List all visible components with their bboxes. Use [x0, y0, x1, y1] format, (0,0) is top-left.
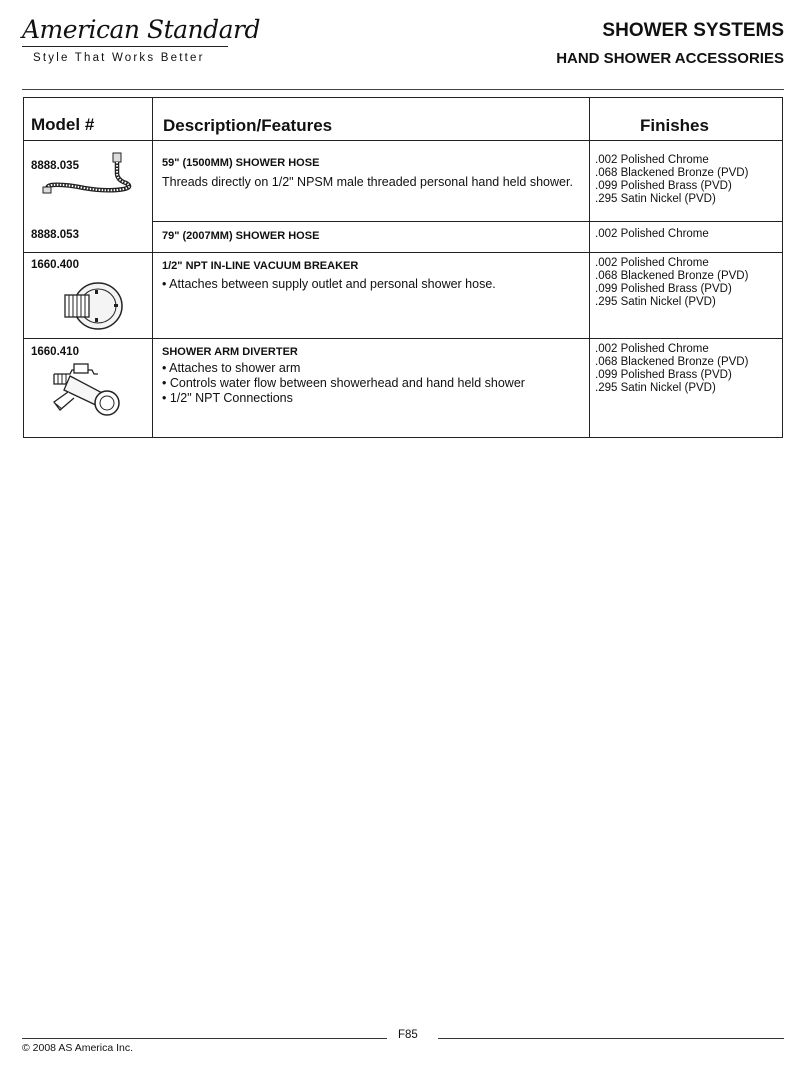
finish-item: .002 Polished Chrome	[595, 343, 709, 355]
finish-item: .002 Polished Chrome	[595, 257, 709, 269]
model-number: 8888.035	[31, 160, 79, 172]
product-name: 59" (1500MM) SHOWER HOSE	[162, 157, 320, 169]
product-table	[23, 97, 783, 438]
column-header-model: Model #	[31, 115, 95, 134]
product-feature: • Controls water flow between showerhead and hand held shower	[162, 376, 525, 390]
finishes-list	[595, 228, 709, 241]
column-header-finishes: Finishes	[640, 116, 709, 135]
product-feature: Threads directly on 1/2" NPSM male threaded personal hand held shower.	[162, 175, 573, 189]
page-title: SHOWER SYSTEMS	[602, 20, 784, 41]
finish-item: .068 Blackened Bronze (PVD)	[595, 356, 749, 368]
footer-rule	[22, 1038, 387, 1039]
header-row-divider	[24, 140, 782, 141]
finish-item: .099 Polished Brass (PVD)	[595, 369, 732, 381]
product-name: SHOWER ARM DIVERTER	[162, 346, 298, 358]
finishes-list	[595, 257, 748, 309]
finishes-list	[595, 343, 748, 395]
finish-item: .068 Blackened Bronze (PVD)	[595, 167, 749, 179]
logo-rule	[22, 46, 228, 47]
row-divider	[24, 338, 782, 339]
product-feature: • 1/2" NPT Connections	[162, 391, 293, 405]
finish-item: .295 Satin Nickel (PVD)	[595, 382, 716, 394]
product-feature: • Attaches between supply outlet and personal shower hose.	[162, 277, 496, 291]
product-name: 1/2" NPT IN-LINE VACUUM BREAKER	[162, 260, 359, 272]
vacuum-breaker-icon	[56, 278, 128, 336]
brand-logo	[22, 15, 260, 64]
page-number: F85	[398, 1029, 418, 1041]
copyright: © 2008 AS America Inc.	[22, 1042, 134, 1054]
product-name: 79" (2007MM) SHOWER HOSE	[162, 230, 320, 242]
product-features	[162, 361, 525, 406]
finish-item: .099 Polished Brass (PVD)	[595, 180, 732, 192]
column-header-description: Description/Features	[163, 116, 333, 135]
row-divider	[24, 252, 782, 253]
brand-name: American Standard	[22, 15, 260, 44]
row-divider	[152, 221, 782, 222]
footer-rule	[438, 1038, 784, 1039]
column-divider	[152, 98, 153, 437]
finishes-list	[595, 154, 748, 206]
brand-tagline: Style That Works Better	[33, 52, 205, 64]
header-divider	[22, 89, 784, 90]
finish-item: .068 Blackened Bronze (PVD)	[595, 270, 749, 282]
finish-item: .002 Polished Chrome	[595, 228, 709, 240]
model-number: 1660.410	[31, 346, 79, 358]
diverter-icon	[46, 362, 132, 424]
finish-item: .099 Polished Brass (PVD)	[595, 283, 732, 295]
shower-hose-icon	[40, 151, 132, 195]
finish-item: .295 Satin Nickel (PVD)	[595, 296, 716, 308]
finish-item: .295 Satin Nickel (PVD)	[595, 193, 716, 205]
column-divider	[589, 98, 590, 437]
finish-item: .002 Polished Chrome	[595, 154, 709, 166]
model-number: 8888.053	[31, 229, 79, 241]
model-number: 1660.400	[31, 259, 79, 271]
page-subtitle: HAND SHOWER ACCESSORIES	[556, 50, 784, 67]
product-feature: • Attaches to shower arm	[162, 361, 301, 375]
